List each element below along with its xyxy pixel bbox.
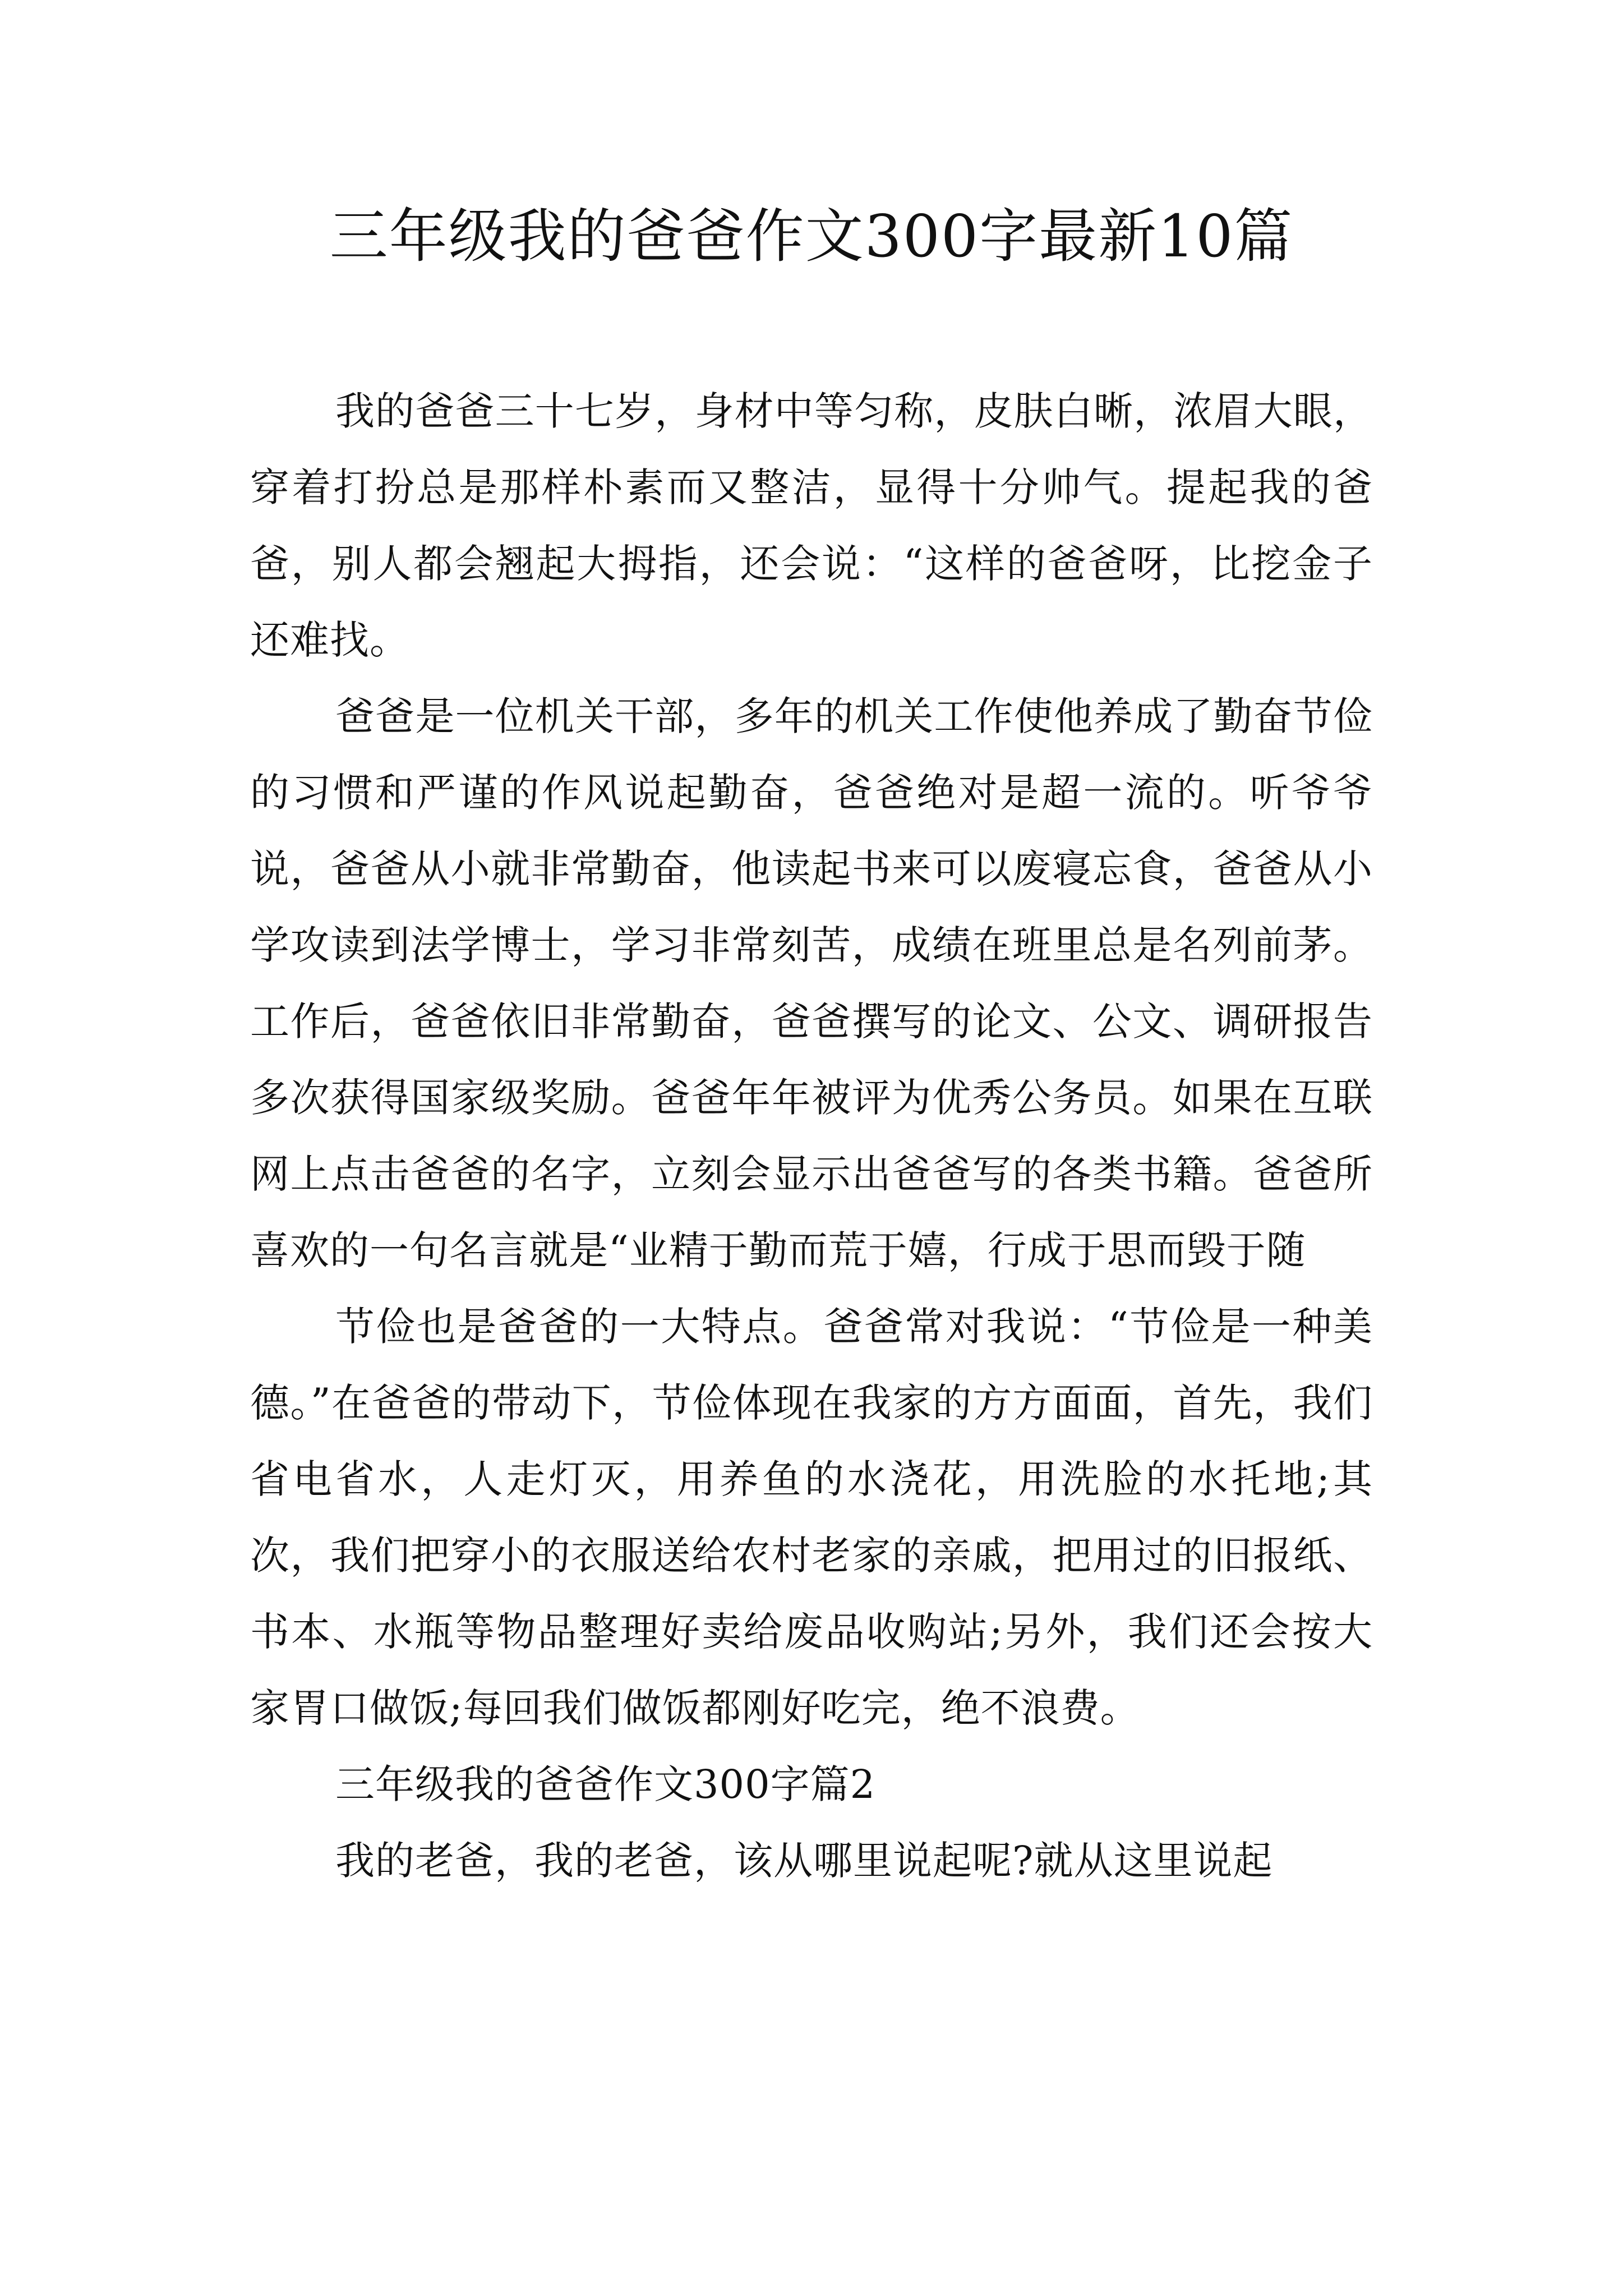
section-heading-2: 三年级我的爸爸作文300字篇2: [335, 1761, 876, 1807]
document-body: [250, 373, 1373, 1899]
paragraph-1: 我的爸爸三十七岁，身材中等匀称，皮肤白晰，浓眉大眼，穿着打扮总是那样朴素而又整洁，显得十分帅气。提起我的爸爸，别人都会翘起大拇指，还会说：“这样的爸爸呀，比挖金子还难找。: [250, 388, 1373, 663]
paragraph-3: 节俭也是爸爸的一大特点。爸爸常对我说：“节俭是一种美德。”在爸爸的带动下，节俭体现在我家的方方面面，首先，我们省电省水，人走灯灭，用养鱼的水浇花，用洗脸的水托地;其次，我们把穿小的衣服送给农村老家的亲戚，把用过的旧报纸、书本、水瓶等物品整理好卖给废品收购站;另外，我们还会按大家胃口做饭;每回我们做饭都刚好吃完，绝不浪费。: [250, 1304, 1373, 1731]
document-title: 三年级我的爸爸作文300字最新10篇: [329, 202, 1294, 270]
paragraph-2: 爸爸是一位机关干部，多年的机关工作使他养成了勤奋节俭的习惯和严谨的作风说起勤奋，爸爸绝对是超一流的。听爷爷说，爸爸从小就非常勤奋，他读起书来可以废寝忘食，爸爸从小学攻读到法学博士，学习非常刻苦，成绩在班里总是名列前茅。工作后，爸爸依旧非常勤奋，爸爸撰写的论文、公文、调研报告多次获得国家级奖励。爸爸年年被评为优秀公务员。如果在互联网上点击爸爸的名字，立刻会显示出爸爸写的各类书籍。爸爸所喜欢的一句名言就是“业精于勤而荒于嬉，行成于思而毁于随: [250, 693, 1373, 1273]
paragraph-4: 我的老爸，我的老爸，该从哪里说起呢?就从这里说起: [335, 1838, 1273, 1884]
